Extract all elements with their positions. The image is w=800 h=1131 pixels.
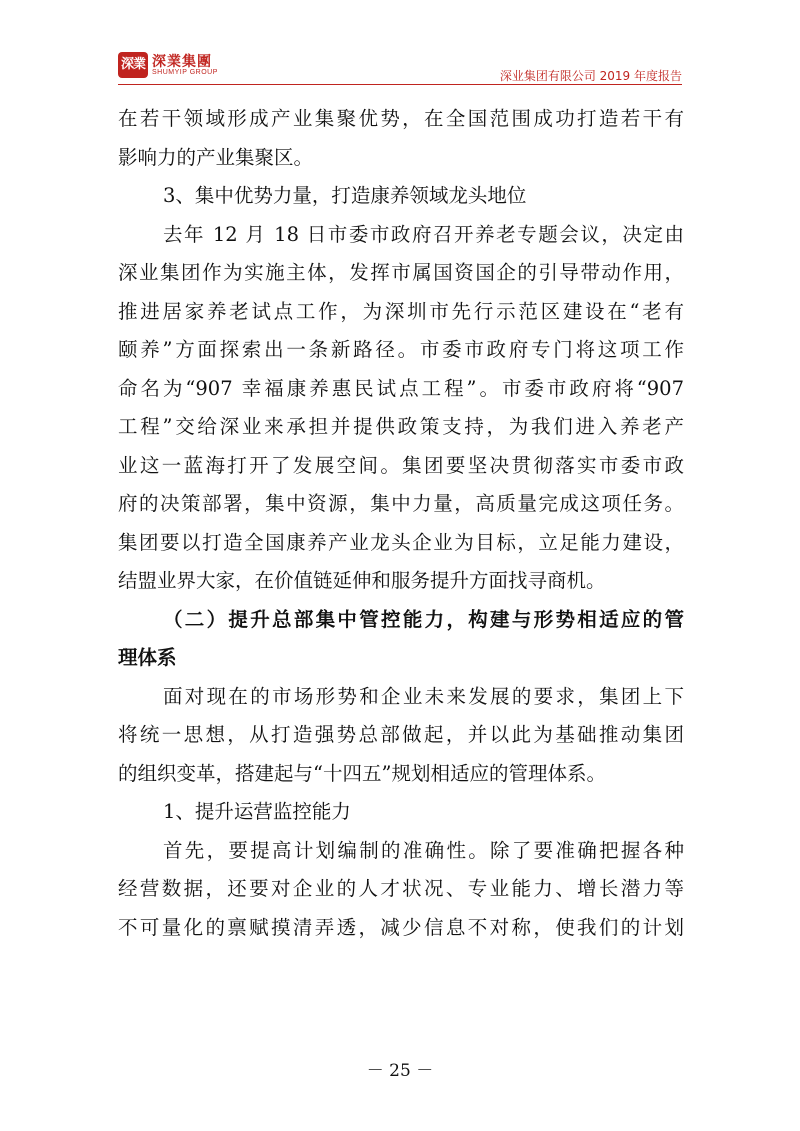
text-line: 命名为“907 幸福康养惠民试点工程”。市委市政府将“907: [118, 376, 684, 400]
text-line: 工程”交给深业来承担并提供政策支持，为我们进入养老产: [118, 415, 684, 438]
section-heading: （二）提升总部集中管控能力，构建与形势相适应的管: [163, 607, 684, 631]
body-text: [118, 100, 684, 947]
subsection-heading: 3、集中优势力量，打造康养领域龙头地位: [163, 184, 527, 207]
text-line: 业这一蓝海打开了发展空间。集团要坚决贯彻落实市委市政: [118, 453, 684, 477]
logo-english-name: SHUMYIP GROUP: [152, 69, 218, 76]
text-line: 将统一思想，从打造强势总部做起，并以此为基础推动集团: [118, 723, 684, 746]
text-line: 推进居家养老试点工作，为深圳市先行示范区建设在“老有: [118, 299, 684, 323]
text-line: 首先，要提高计划编制的准确性。除了要准确把握各种: [163, 838, 684, 862]
text-line: 结盟业界大家，在价值链延伸和服务提升方面找寻商机。: [118, 569, 606, 592]
text-line: 颐养”方面探索出一条新路径。市委市政府专门将这项工作: [118, 338, 684, 361]
text-line: 集团要以打造全国康养产业龙头企业为目标，立足能力建设，: [118, 530, 684, 554]
logo-seal-icon: 深業: [118, 52, 148, 78]
text-line: 在若干领域形成产业集聚优势，在全国范围成功打造若干有: [118, 107, 684, 130]
header-divider: [118, 84, 682, 85]
page-number: － 25 －: [366, 1061, 434, 1081]
text-line: 面对现在的市场形势和企业未来发展的要求，集团上下: [163, 684, 684, 708]
text-line: 去年 12 月 18 日市委市政府召开养老专题会议，决定由: [163, 222, 684, 246]
shumyip-logo: [118, 52, 238, 82]
section-heading-continued: 理体系: [118, 646, 177, 669]
text-line: 经营数据，还要对企业的人才状况、专业能力、增长潜力等: [118, 877, 684, 900]
text-line: 不可量化的禀赋摸清弄透，减少信息不对称，使我们的计划: [118, 915, 684, 939]
text-line: 深业集团作为实施主体，发挥市属国资国企的引导带动作用，: [118, 261, 684, 284]
subsection-heading: 1、提升运营监控能力: [163, 800, 351, 823]
report-title: 深业集团有限公司 2019 年度报告: [499, 69, 682, 83]
text-line: 的组织变革，搭建起与“十四五”规划相适应的管理体系。: [118, 761, 606, 785]
text-line: 影响力的产业集聚区。: [118, 145, 314, 169]
logo-chinese-name: 深業集團: [152, 54, 212, 70]
page-header: [118, 50, 682, 86]
text-line: 府的决策部署，集中资源，集中力量，高质量完成这项任务。: [118, 492, 684, 515]
